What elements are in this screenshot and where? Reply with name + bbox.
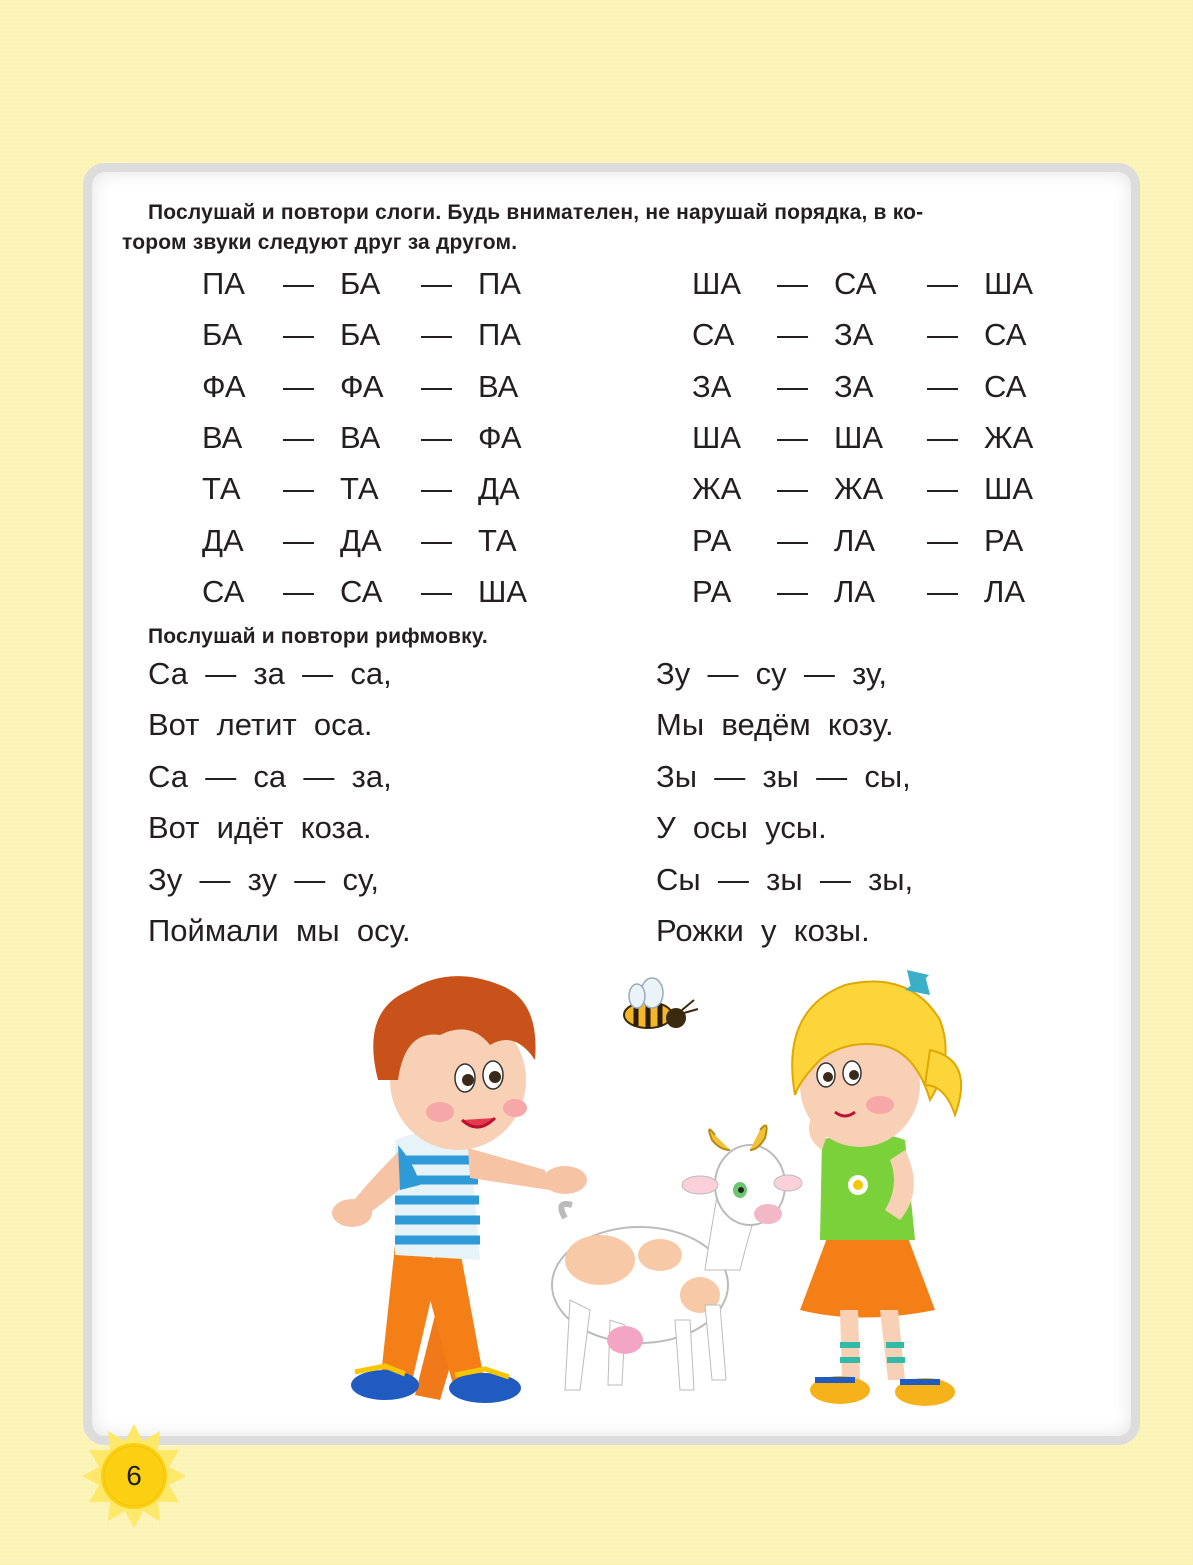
syllable: ПА [202,266,245,301]
dash: — [777,471,808,507]
rhyme-line: Вот идёт коза. [148,810,372,846]
rhyme-line: Рожки у козы. [656,913,870,948]
rhyme-line: Зу — су — зу, [656,656,888,691]
syllable: ША [692,419,742,455]
rhyme-line: У осы усы. [656,810,827,846]
dash: — [421,266,452,301]
syllable: ЖА [834,471,884,507]
goat-figure [552,1126,802,1391]
dash: — [283,573,314,609]
dash: — [927,317,958,353]
syllable: ВА [340,419,381,455]
rhyme-line: Зу — зу — су, [148,861,380,897]
dash: — [283,317,314,353]
dash: — [421,522,452,558]
girl-figure [792,970,961,1406]
syllable: ВА [478,368,519,404]
dash: — [777,573,808,609]
syllable: ФА [478,419,522,455]
rhyme-line: Сы — зы — зы, [656,861,914,897]
syllable: ТА [340,471,379,507]
syllable: ША [478,573,528,609]
boy-figure [332,976,587,1403]
dash: — [421,368,452,404]
syllable: ДА [478,471,520,507]
syllable: СА [834,266,877,301]
syllable: ША [984,266,1034,301]
syllable: ВА [202,419,243,455]
dash: — [927,573,958,609]
dash: — [283,266,314,301]
rhyme-line: Поймали мы осу. [148,913,411,948]
syllable: БА [340,317,381,353]
page-number: 6 [126,1460,142,1491]
dash: — [777,368,808,404]
dash: — [777,266,808,301]
syllable: ФА [202,368,246,404]
syllable: ША [834,419,884,455]
syllable: ША [984,471,1034,507]
bee-icon [624,978,698,1028]
rhyme-line: Вот летит оса. [148,707,373,743]
syllable: ЗА [834,317,874,353]
syllable: ЛА [984,573,1026,609]
syllable: ПА [478,266,521,301]
dash: — [283,471,314,507]
rhyme-line: Зы — зы — сы, [656,758,911,794]
syllable: ТА [478,522,517,558]
syllable: СА [202,573,245,609]
syllable: РА [692,573,732,609]
dash: — [927,266,958,301]
dash: — [777,317,808,353]
syllable: ЖА [692,471,742,507]
syllable: РА [692,522,732,558]
syllable: СА [984,368,1027,404]
syllable: ЗА [692,368,732,404]
dash: — [421,317,452,353]
syllable: ША [692,266,742,301]
syllable: ДА [202,522,244,558]
syllable: ДА [340,522,382,558]
dash: — [283,419,314,455]
rhyme-line: Мы ведём козу. [656,707,894,743]
syllable: БА [202,317,243,353]
syllable: ФА [340,368,384,404]
instruction-line-2: тором звуки следуют друг за другом. [122,231,518,254]
rhyme-line: Са — за — са, [148,656,392,691]
syllable: СА [340,573,383,609]
syllable: ЛА [834,522,876,558]
instruction-rhyme: Послушай и повтори рифмовку. [148,625,488,648]
instruction-line-1: Послушай и повтори слоги. Будь внимателен, не нарушай порядка, в ко- [148,201,924,224]
syllable: БА [340,266,381,301]
syllable: ЛА [834,573,876,609]
syllable: СА [692,317,735,353]
dash: — [421,573,452,609]
dash: — [777,419,808,455]
syllable: ЗА [834,368,874,404]
dash: — [777,522,808,558]
dash: — [421,419,452,455]
syllable: ТА [202,471,241,507]
dash: — [927,522,958,558]
syllable: РА [984,522,1024,558]
dash: — [927,471,958,507]
rhyme-line: Са — са — за, [148,758,392,794]
dash: — [283,522,314,558]
syllable: ЖА [984,419,1034,455]
syllable: ПА [478,317,521,353]
dash: — [927,368,958,404]
dash: — [283,368,314,404]
dash: — [421,471,452,507]
dash: — [927,419,958,455]
syllable: СА [984,317,1027,353]
